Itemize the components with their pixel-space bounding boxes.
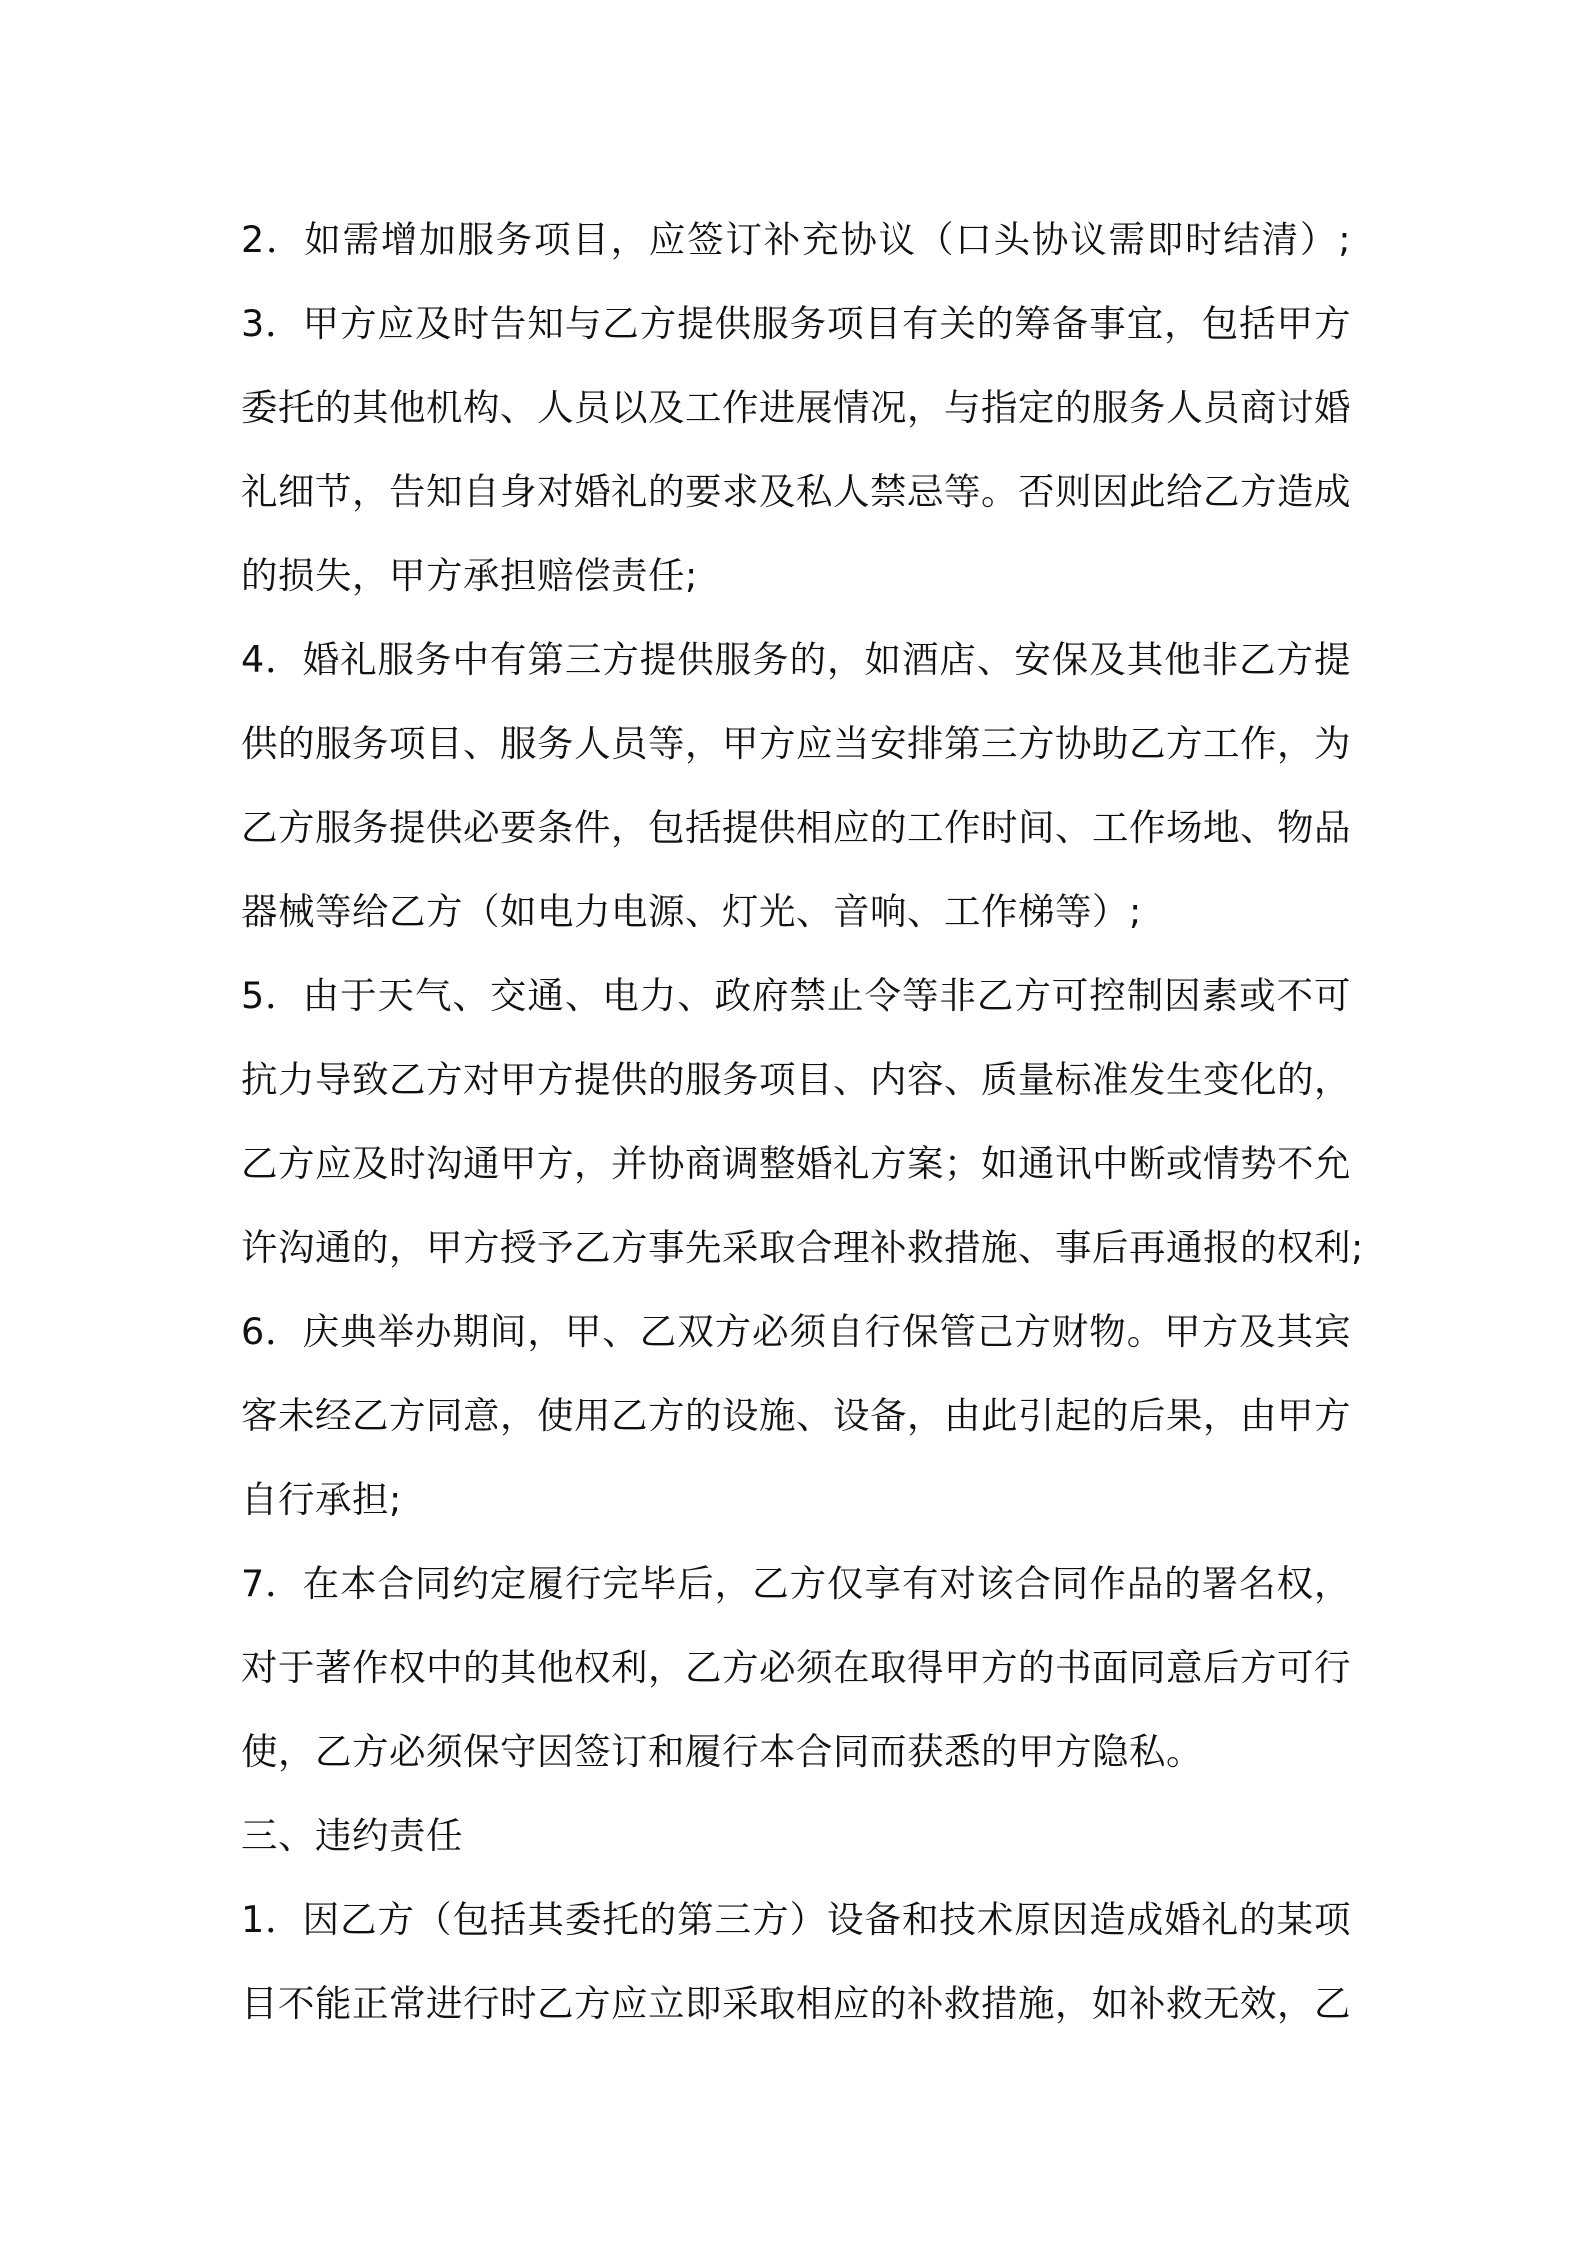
text-line: 礼细节，告知自身对婚礼的要求及私人禁忌等。否则因此给乙方造成 bbox=[241, 470, 1351, 513]
text-line: 7．在本合同约定履行完毕后，乙方仅享有对该合同作品的署名权， bbox=[241, 1562, 1351, 1605]
text-line: 的损失，甲方承担赔偿责任; bbox=[241, 554, 698, 597]
text-line: 使，乙方必须保守因签订和履行本合同而获悉的甲方隐私。 bbox=[241, 1730, 1203, 1773]
text-line: 1．因乙方（包括其委托的第三方）设备和技术原因造成婚礼的某项 bbox=[241, 1898, 1351, 1941]
text-line: 6．庆典举办期间，甲、乙双方必须自行保管己方财物。甲方及其宾 bbox=[241, 1310, 1351, 1353]
text-line: 4．婚礼服务中有第三方提供服务的，如酒店、安保及其他非乙方提 bbox=[241, 638, 1351, 681]
text-line: 器械等给乙方（如电力电源、灯光、音响、工作梯等）; bbox=[241, 890, 1142, 933]
text-line: 目不能正常进行时乙方应立即采取相应的补救措施，如补救无效，乙 bbox=[241, 1982, 1351, 2025]
text-line: 3．甲方应及时告知与乙方提供服务项目有关的筹备事宜，包括甲方 bbox=[241, 302, 1351, 345]
text-line: 对于著作权中的其他权利，乙方必须在取得甲方的书面同意后方可行 bbox=[241, 1646, 1351, 1689]
section-heading: 三、违约责任 bbox=[241, 1814, 463, 1857]
text-line: 委托的其他机构、人员以及工作进展情况，与指定的服务人员商讨婚 bbox=[241, 386, 1351, 429]
text-line: 许沟通的，甲方授予乙方事先采取合理补救措施、事后再通报的权利; bbox=[241, 1226, 1364, 1269]
text-line: 乙方应及时沟通甲方，并协商调整婚礼方案；如通讯中断或情势不允 bbox=[241, 1142, 1351, 1185]
text-line: 5．由于天气、交通、电力、政府禁止令等非乙方可控制因素或不可 bbox=[241, 974, 1351, 1017]
text-line: 抗力导致乙方对甲方提供的服务项目、内容、质量标准发生变化的， bbox=[241, 1058, 1351, 1101]
text-line: 乙方服务提供必要条件，包括提供相应的工作时间、工作场地、物品 bbox=[241, 806, 1351, 849]
document-body bbox=[241, 198, 1364, 2046]
text-line: 自行承担; bbox=[241, 1478, 402, 1521]
text-line: 客未经乙方同意，使用乙方的设施、设备，由此引起的后果，由甲方 bbox=[241, 1394, 1351, 1437]
text-line: 供的服务项目、服务人员等，甲方应当安排第三方协助乙方工作，为 bbox=[241, 722, 1351, 765]
text-line: 2．如需增加服务项目，应签订补充协议（口头协议需即时结清）; bbox=[241, 218, 1351, 261]
